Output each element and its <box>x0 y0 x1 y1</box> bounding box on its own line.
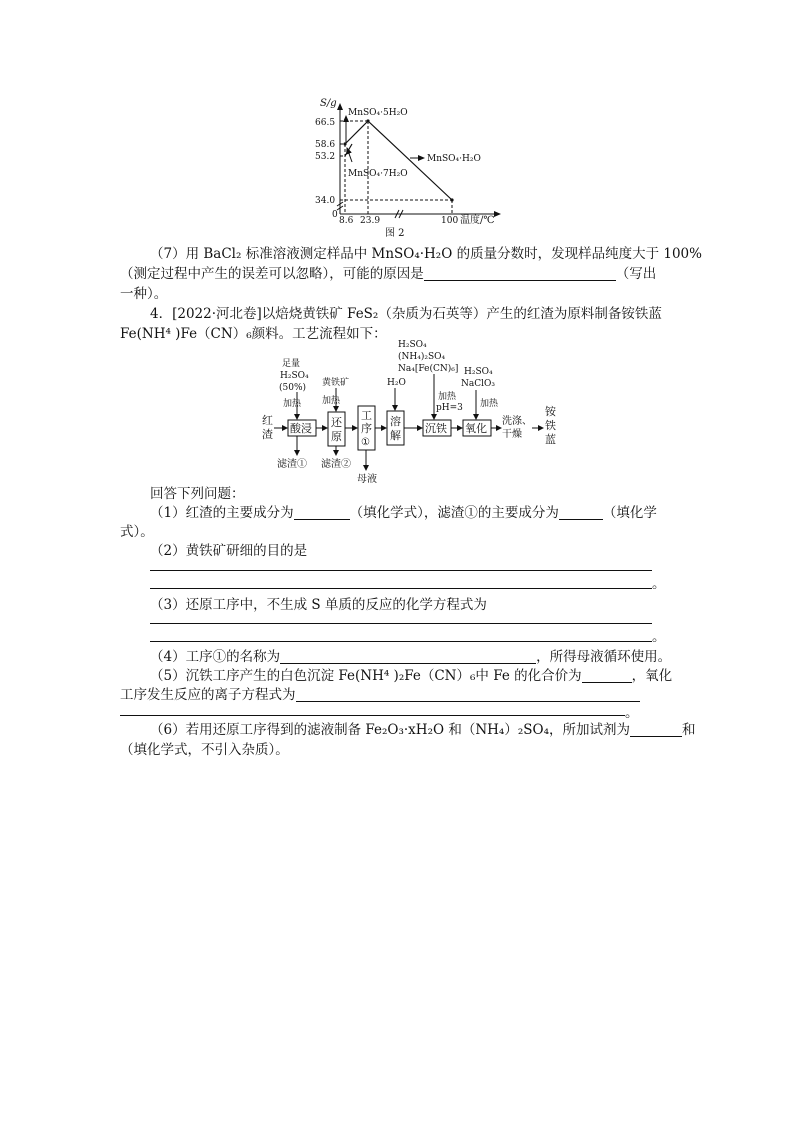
box-dissolve: 溶 <box>390 415 401 428</box>
answer-blank[interactable] <box>294 505 350 520</box>
curve-7h2o <box>345 144 352 156</box>
q1-text: （1）红渣的主要成分为 <box>150 505 294 521</box>
box-precip-iron: 沉铁 <box>425 422 447 435</box>
reagent-acid: 足量 <box>282 359 301 369</box>
y-tick: 53.2 <box>315 152 336 162</box>
q5-line2 <box>120 685 640 705</box>
label-h2o: MnSO₄·H₂O <box>427 154 481 164</box>
box-process: ① <box>361 437 370 448</box>
q6-line2: （填化学式，不引入杂质）。 <box>120 742 289 758</box>
figure-caption: 图 2 <box>385 228 405 239</box>
questions-intro: 回答下列问题： <box>150 486 245 502</box>
ph-label: pH=3 <box>436 403 463 413</box>
wash-dry: 干燥 <box>502 429 522 440</box>
q1-line2: 式）。 <box>120 524 154 540</box>
q6-text: （6）若用还原工序得到的滤液制备 Fe₂O₃·xH₂O 和（NH₄）₂SO₄，所加试剂为 <box>150 722 630 738</box>
q1-text: （填化学 <box>602 505 657 521</box>
q1-text: （填化学式），滤渣①的主要成分为 <box>349 505 559 521</box>
q3-end: 。 <box>652 629 666 645</box>
heat-label: 加热 <box>283 399 302 409</box>
reagent-precip: (NH₄)₂SO₄ <box>398 352 446 362</box>
reagent-precip: H₂SO₄ <box>398 340 427 350</box>
reagent-oxid: NaClO₃ <box>461 379 495 389</box>
start-label: 渣 <box>262 428 273 441</box>
q7-line2 <box>120 264 656 284</box>
answer-blank[interactable] <box>296 687 640 702</box>
reagent-water: H₂O <box>387 378 406 388</box>
residue-1: 滤渣① <box>277 459 307 470</box>
heat-label: 加热 <box>322 396 341 406</box>
q5-text: ，氧化 <box>631 668 673 684</box>
answer-blank[interactable] <box>424 266 616 281</box>
x-axis-label: 温度/℃ <box>460 215 495 226</box>
box-reduce: 原 <box>331 430 342 443</box>
reagent-oxid: H₂SO₄ <box>464 367 493 377</box>
y-axis-label: S/g <box>320 98 337 109</box>
answer-line[interactable] <box>150 588 652 589</box>
q6-line1 <box>150 720 695 740</box>
problem4-line1: 4．[2022·河北卷]以焙烧黄铁矿 FeS₂（杂质为石英等）产生的红渣为原料制备铵铁蓝 <box>150 306 662 322</box>
answer-line[interactable] <box>150 641 652 642</box>
heat-label: 加热 <box>438 392 457 402</box>
box-reduce: 还 <box>331 416 342 429</box>
q5-end: 。 <box>625 705 639 721</box>
label-7h2o: MnSO₄·7H₂O <box>348 169 408 179</box>
answer-line[interactable] <box>150 570 652 571</box>
q3-line1: （3）还原工序中，不生成 S 单质的反应的化学方程式为 <box>150 597 487 613</box>
y-tick: 0 <box>332 210 338 220</box>
reagent-acid-conc: (50%) <box>279 383 307 393</box>
heat-label: 加热 <box>480 399 499 409</box>
q4-text: （4）工序①的名称为 <box>150 649 281 665</box>
product-label: 铵 <box>545 405 556 418</box>
q6-text: 和 <box>681 722 696 738</box>
reagent-acid-formula: H₂SO₄ <box>280 371 309 381</box>
answer-line[interactable] <box>120 715 625 716</box>
answer-blank[interactable] <box>559 505 603 520</box>
box-acid-leach: 酸浸 <box>290 422 312 435</box>
answer-blank[interactable] <box>630 722 682 737</box>
q7-line3: 一种）。 <box>120 286 168 302</box>
q7-line1: （7）用 BaCl₂ 标准溶液测定样品中 MnSO₄·H₂O 的质量分数时，发现样品纯度大于 100% <box>150 246 702 262</box>
start-label: 红 <box>262 414 273 427</box>
x-tick: 23.9 <box>360 216 381 226</box>
q5-text: （5）沉铁工序产生的白色沉淀 Fe(NH⁴ )₂Fe（CN）₆中 Fe 的化合价为 <box>150 668 582 684</box>
x-tick: 8.6 <box>339 216 354 226</box>
q7-line2-end: （写出 <box>615 266 657 282</box>
box-process: 序 <box>361 422 372 435</box>
box-oxidize: 氧化 <box>465 422 487 435</box>
y-tick: 66.5 <box>315 118 336 128</box>
reagent-precip: Na₄[Fe(CN)₆] <box>398 364 459 374</box>
process-flowchart <box>250 336 570 486</box>
answer-line[interactable] <box>150 623 652 624</box>
q2-end: 。 <box>652 576 666 592</box>
mother-liquor: 母液 <box>357 474 377 485</box>
product-label: 蓝 <box>545 433 556 446</box>
q5-text: 工序发生反应的离子方程式为 <box>120 687 296 703</box>
solubility-figure <box>310 92 510 242</box>
q7-line2-text: （测定过程中产生的误差可以忽略），可能的原因是 <box>120 266 424 282</box>
product-label: 铁 <box>545 419 556 432</box>
q4-line <box>150 647 671 667</box>
wash-dry: 洗涤、 <box>502 416 532 427</box>
label-5h2o: MnSO₄·5H₂O <box>348 108 408 118</box>
q1-line1 <box>150 503 657 523</box>
box-dissolve: 解 <box>390 429 401 442</box>
problem4-line2: Fe(NH⁴ )Fe（CN）₆颜料。工艺流程如下： <box>120 326 387 342</box>
q4-text: ，所得母液循环使用。 <box>536 649 672 665</box>
x-tick: 100 <box>441 216 459 226</box>
q2-line1: （2）黄铁矿研细的目的是 <box>150 543 308 559</box>
q5-line1 <box>150 666 672 686</box>
box-process: 工 <box>361 409 372 422</box>
residue-2: 滤渣② <box>321 459 351 470</box>
y-tick: 58.6 <box>315 140 336 150</box>
answer-blank[interactable] <box>582 668 632 683</box>
curve-5h2o <box>345 121 368 144</box>
y-tick: 34.0 <box>315 196 336 206</box>
answer-blank[interactable] <box>280 649 536 664</box>
reagent-pyrite: 黄铁矿 <box>322 378 350 388</box>
